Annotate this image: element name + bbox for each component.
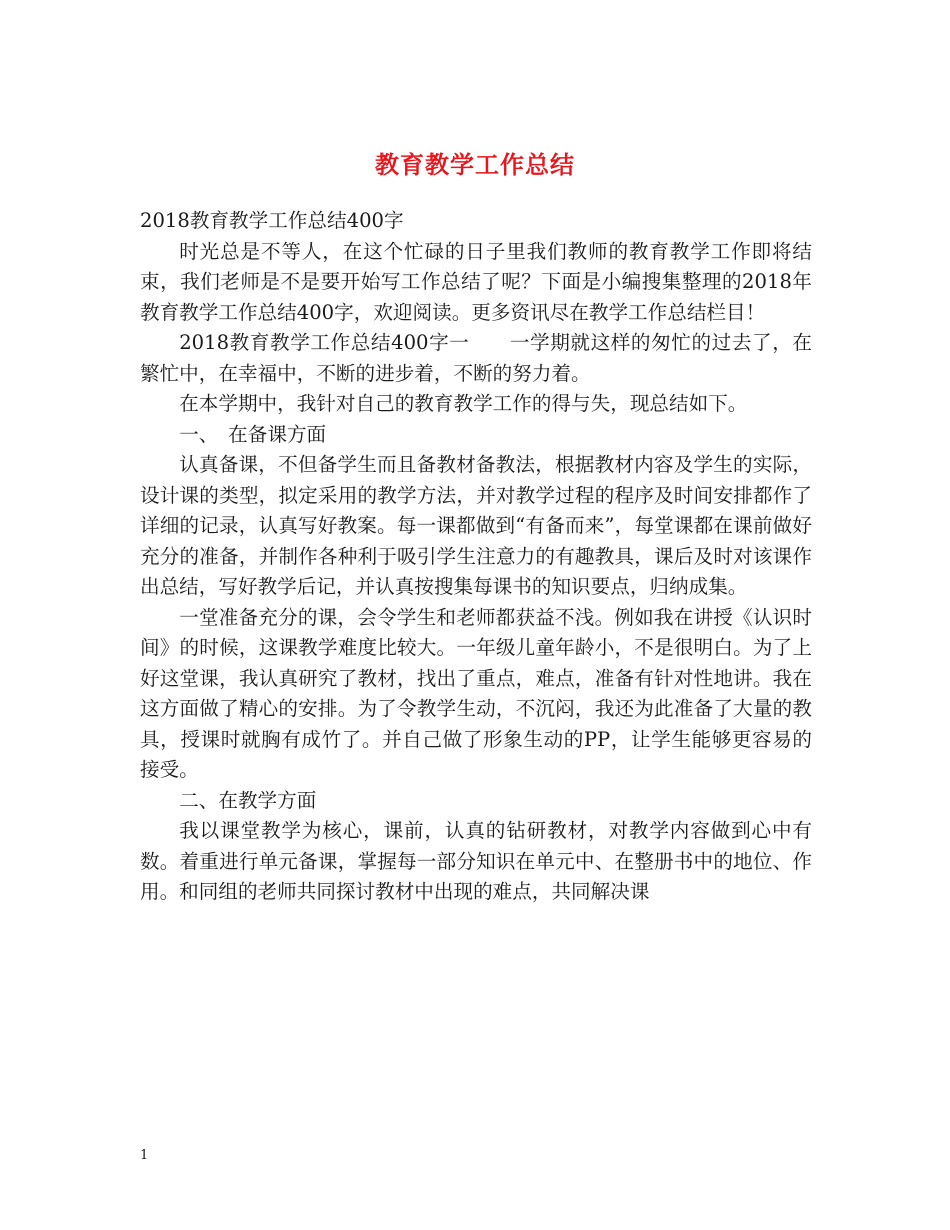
paragraph-intro: 时光总是不等人，在这个忙碌的日子里我们教师的教育教学工作即将结束，我们老师是不是要开始写工作总结了呢？下面是小编搜集整理的2018年教育教学工作总结400字，欢迎阅读。更多资讯尽在教学工作总结栏目！ xyxy=(140,239,812,324)
paragraph-lesson-prep: 认真备课，不但备学生而且备教材备教法，根据教材内容及学生的实际，设计课的类型，拟定采用的教学方法，并对教学过程的程序及时间安排都作了详细的记录，认真写好教案。每一课都做到“有备而来”，每堂课都在课前做好充分的准备，并制作各种利于吸引学生注意力的有趣教具，课后及时对该课作出总结，写好教学后记，并认真按搜集每课书的知识要点，归纳成集。 xyxy=(140,453,812,598)
document-title: 教育教学工作总结 xyxy=(375,151,575,180)
section-heading-lesson-prep: 一、 在备课方面 xyxy=(179,422,327,446)
document-subtitle: 2018教育教学工作总结400字 xyxy=(140,209,404,232)
page-number: 1 xyxy=(140,1148,149,1163)
paragraph-summary-lead: 在本学期中，我针对自己的教育教学工作的得与失，现总结如下。 xyxy=(179,392,748,415)
paragraph-lesson-example: 一堂准备充分的课，会令学生和老师都获益不浅。例如我在讲授《认识时间》的时候，这课教学难度比较大。一年级儿童年龄小，不是很明白。为了上好这堂课，我认真研究了教材，找出了重点，难点，准备有针对性地讲。我在这方面做了精心的安排。为了令教学生动，不沉闷，我还为此准备了大量的教具，授课时就胸有成竹了。并自己做了形象生动的PP，让学生能够更容易的接受。 xyxy=(140,605,812,781)
section-heading-teaching: 二、在教学方面 xyxy=(179,788,317,812)
paragraph-section-one-intro: 2018教育教学工作总结400字一 一学期就这样的匆忙的过去了，在繁忙中，在幸福中，不断的进步着，不断的努力着。 xyxy=(140,331,812,385)
paragraph-teaching: 我以课堂教学为核心，课前，认真的钻研教材，对教学内容做到心中有数。着重进行单元备课，掌握每一部分知识在单元中、在整册书中的地位、作用。和同组的老师共同探讨教材中出现的难点，共同解决课 xyxy=(140,819,812,903)
document-body xyxy=(140,206,812,908)
